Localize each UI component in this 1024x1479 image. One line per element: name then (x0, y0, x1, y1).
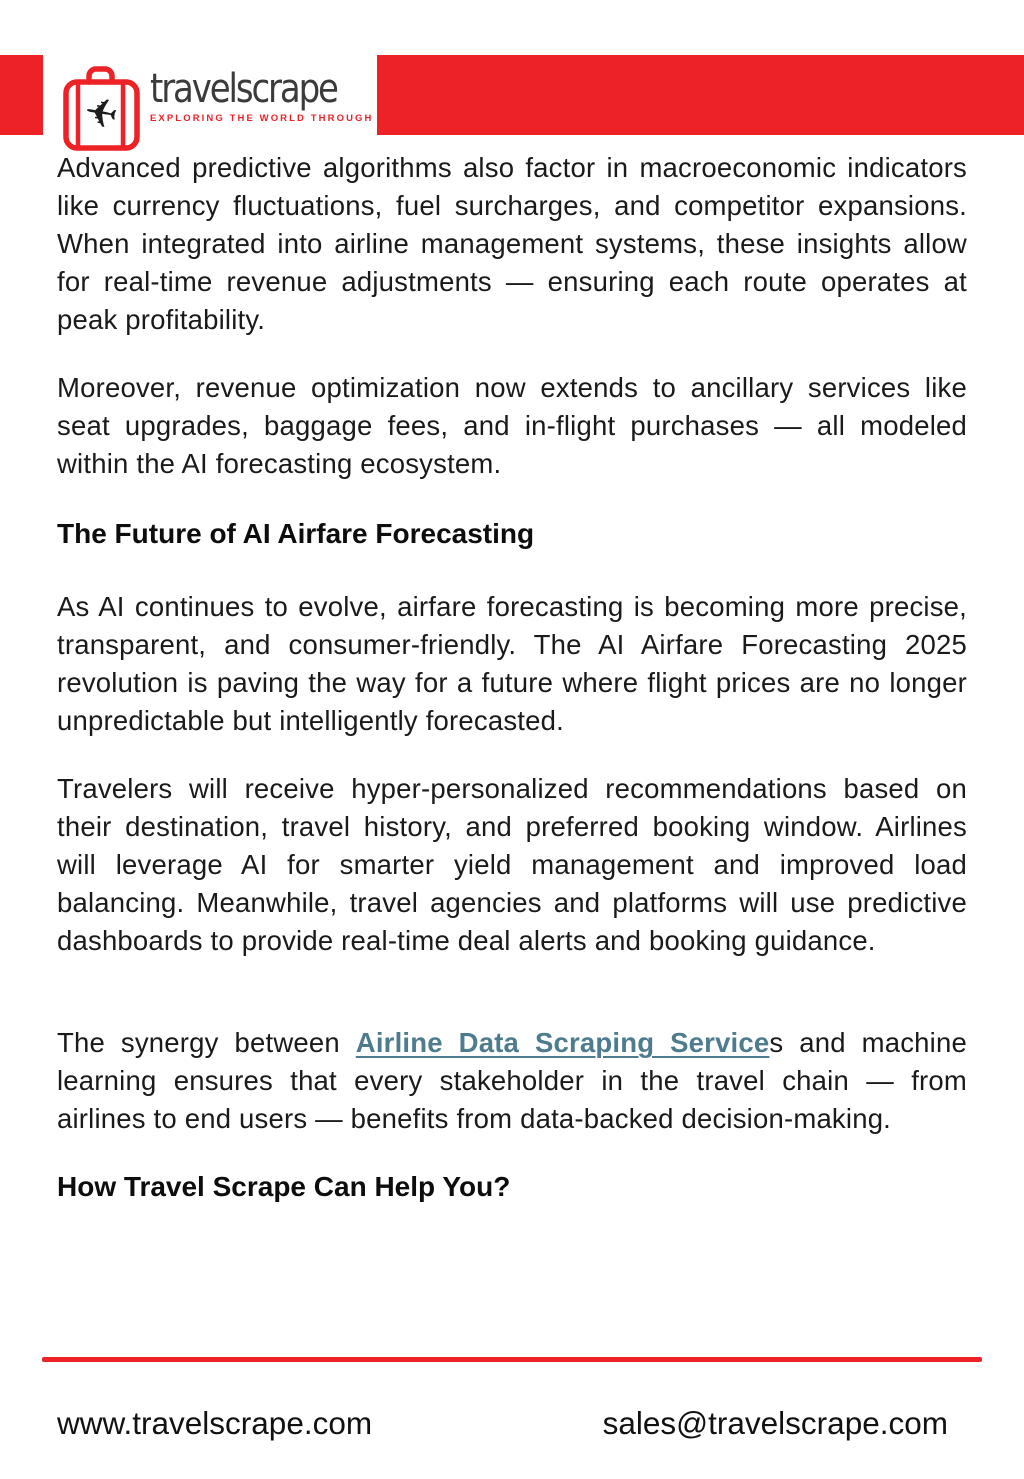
paragraph-synergy (57, 1024, 967, 1138)
brand-logo (62, 64, 412, 152)
paragraph-ancillary: Moreover, revenue optimization now extends to ancillary services like seat upgrades, baggage fees, and in-flight purchases — all modeled within the AI forecasting ecosystem. (57, 372, 967, 479)
svg-text:✈: ✈ (80, 88, 122, 140)
footer-email: sales@travelscrape.com (602, 1405, 948, 1441)
header-red-band (377, 55, 1024, 135)
brand-text-block (150, 64, 412, 124)
brand-tagline: EXPLORING THE WORLD THROUGH DATA (150, 113, 412, 124)
section-heading-help: How Travel Scrape Can Help You? (57, 1171, 511, 1202)
section-heading-future: The Future of AI Airfare Forecasting (57, 518, 535, 549)
suitcase-icon (62, 64, 144, 152)
footer-divider (42, 1357, 982, 1362)
brand-name: travelscrape (150, 66, 337, 112)
footer-website: www.travelscrape.com (57, 1405, 373, 1441)
airline-data-scraping-service-link[interactable]: Airline Data Scraping Service (355, 1027, 770, 1058)
synergy-text-before: The synergy between (57, 1027, 356, 1058)
header-left-accent-bar (0, 55, 43, 135)
paragraph-travelers: Travelers will receive hyper-personalized recommendations based on their destination, travel history, and preferred booking window. Airlines will leverage AI for smarter yield management and improved load balancing. Meanwhile, travel agencies and platforms will use predictive dashboards to provide real-time deal alerts and booking guidance. (57, 773, 967, 956)
paragraph-evolve: As AI continues to evolve, airfare forecasting is becoming more precise, transparent, and consumer-friendly. The AI Airfare Forecasting 2025 revolution is paving the way for a future where flight prices are no longer unpredictable but intelligently forecasted. (57, 591, 967, 736)
synergy-text-after: s and machine learning ensures that every stakeholder in the travel chain — from airlines to end users — benefits from data-backed decision-making. (57, 1027, 967, 1134)
paragraph-macroeconomic: Advanced predictive algorithms also factor in macroeconomic indicators like currency fluctuations, fuel surcharges, and competitor expansions. When integrated into airline management systems, these insights allow for real-time revenue adjustments — ensuring each route operates at peak profitability. (57, 152, 967, 335)
airplane-icon (81, 88, 122, 139)
